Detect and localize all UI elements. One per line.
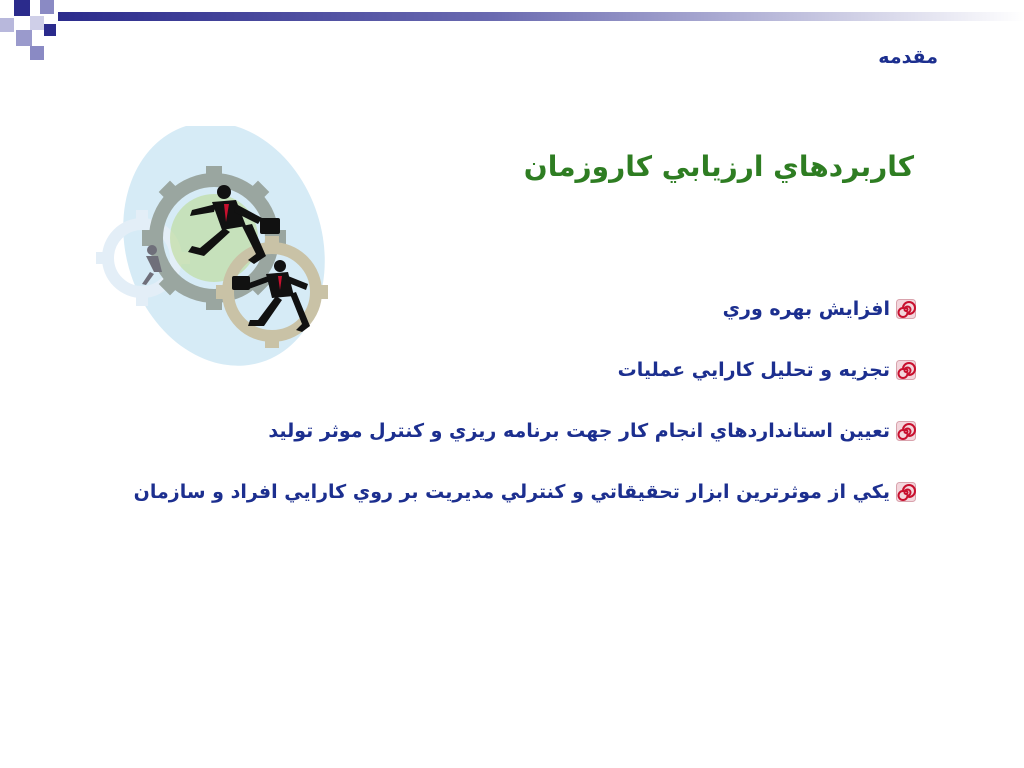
section-heading: مقدمه [878,46,938,68]
swirl-bullet-icon [896,360,916,380]
bullet-text: تجزيه و تحليل كارايي عمليات [617,359,890,381]
list-item [136,294,916,324]
slide-title: كاربردهاي ارزيابي كاروزمان [523,150,914,183]
bullet-text: يكي از موثرترين ابزار تحقيقاتي و كنترلي مديريت بر روي كارايي افراد و سازمان [133,481,890,503]
swirl-bullet-icon [896,482,916,502]
swirl-bullet-icon [896,421,916,441]
list-item [133,477,916,507]
bullet-text: افزايش بهره وري [722,298,890,320]
decorative-squares [0,0,80,64]
bullet-text: تعيين استانداردهاي انجام كار جهت برنامه ريزي و كنترل موثر توليد [268,420,890,442]
list-item [136,416,916,446]
swirl-bullet-icon [896,299,916,319]
list-item [136,355,916,385]
top-accent-bar [58,12,1024,21]
bullet-list [133,294,916,538]
